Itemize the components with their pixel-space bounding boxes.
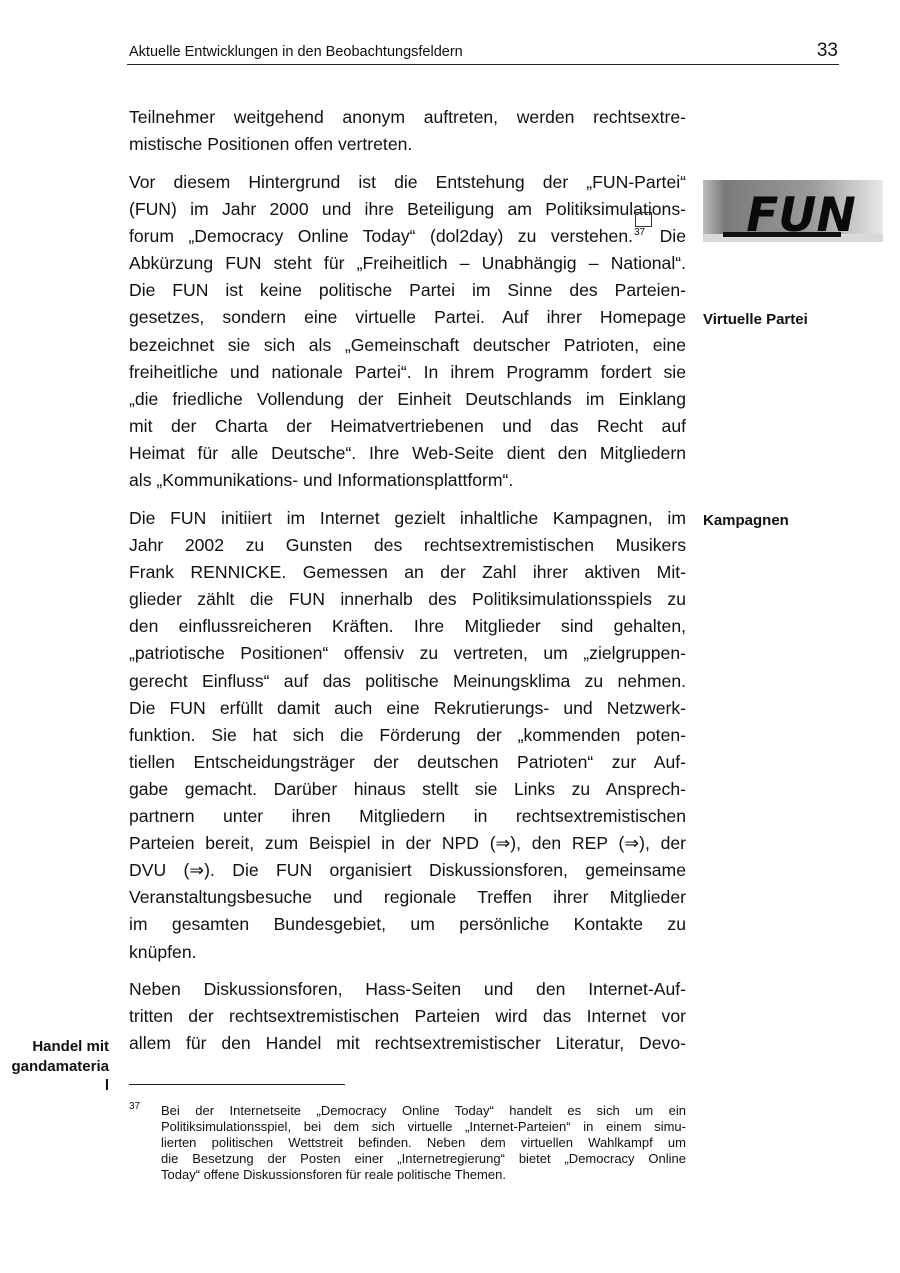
text-fragment: Die — [659, 226, 686, 247]
footnote-reference[interactable]: 37 — [634, 227, 646, 239]
text-line: Die FUN erfüllt damit auch eine Rekrutierungs- und Netzwerk- — [129, 697, 686, 718]
text-line: als „Kommunikations- und Informationsplattform“. — [129, 470, 514, 491]
text-line-with-footnote — [129, 223, 686, 250]
text-line: im gesamten Bundesgebiet, um persönliche Kontakte zu — [129, 914, 686, 935]
text-fragment: forum „Democracy Online Today“ (dol2day) zu verstehen. — [129, 226, 633, 247]
margin-label-line: l — [104, 1077, 109, 1094]
text-line: Heimat für alle Deutsche“. Ihre Web-Seite dient den Mitgliedern — [129, 442, 686, 463]
margin-label-kampagnen: Kampagnen — [703, 512, 789, 529]
text-line: gerecht Einfluss“ auf das politische Meinungsklima zu nehmen. — [129, 670, 686, 691]
footnote-text — [161, 1103, 686, 1183]
footnote-line: lierten politischen Wettstreit befinden. Neben dem virtuellen Wahlkampf um — [161, 1135, 686, 1150]
fun-party-logo — [703, 180, 883, 242]
footnote-number: 37 — [129, 1101, 141, 1112]
header-rule — [127, 64, 839, 65]
footnote-line: Today“ offene Diskussionsforen für reale politische Themen. — [161, 1167, 506, 1182]
footnote-separator — [129, 1084, 345, 1085]
margin-label-line: Handel mit — [32, 1038, 109, 1055]
text-line: Parteien bereit, zum Beispiel in der NPD (⇒), den REP (⇒), der — [129, 833, 686, 854]
margin-label-virtuelle-partei: Virtuelle Partei — [703, 311, 808, 328]
text-line: gesetzes, sondern eine virtuelle Partei. Auf ihrer Homepage — [129, 307, 686, 328]
text-line: freiheitliche und nationale Partei“. In ihrem Programm fordert sie — [129, 361, 686, 382]
text-line: (FUN) im Jahr 2000 und ihre Beteiligung am Politiksimulations- — [129, 199, 686, 220]
text-line: Frank RENNICKE. Gemessen an der Zahl ihrer aktiven Mit- — [129, 562, 686, 583]
text-line: glieder zählt die FUN innerhalb des Politiksimulationsspiels zu — [129, 589, 686, 610]
text-line: „patriotische Positionen“ offensiv zu vertreten, um „zielgruppen- — [129, 643, 686, 664]
footnote-line: Bei der Internetseite „Democracy Online Today“ handelt es sich um ein — [161, 1103, 686, 1118]
text-line: Die FUN ist keine politische Partei im Sinne des Parteien- — [129, 280, 686, 301]
fun-logo-text: FUN — [746, 188, 856, 242]
margin-label-handel — [11, 1037, 109, 1096]
paragraph-2 — [129, 169, 686, 494]
text-line: allem für den Handel mit rechtsextremistischer Literatur, Devo- — [129, 1033, 686, 1054]
text-line: partnern unter ihren Mitgliedern in rechtsextremistischen — [129, 806, 686, 827]
text-line: Teilnehmer weitgehend anonym auftreten, werden rechtsextre- — [129, 107, 686, 127]
paragraph-4 — [129, 976, 686, 1057]
margin-label-line: gandamateria — [11, 1057, 109, 1075]
text-line: bezeichnet sie sich als „Gemeinschaft deutscher Patrioten, eine — [129, 334, 686, 355]
footnote-line: die Besetzung der Posten einer „Internetregierung“ bietet „Democracy Online — [161, 1151, 686, 1166]
text-line: funktion. Sie hat sich die Förderung der „kommenden poten- — [129, 724, 686, 745]
paragraph-3 — [129, 505, 686, 966]
text-line: tritten der rechtsextremistischen Parteien wird das Internet vor — [129, 1006, 686, 1027]
text-line: Abkürzung FUN steht für „Freiheitlich – Unabhängig – National“. — [129, 253, 686, 274]
text-line: mit der Charta der Heimatvertriebenen und das Recht auf — [129, 415, 686, 436]
paragraph-1 — [129, 104, 686, 158]
text-line: knüpfen. — [129, 941, 197, 962]
text-line: Veranstaltungsbesuche und regionale Treffen ihrer Mitglieder — [129, 887, 686, 908]
text-line: den einflussreicheren Kräften. Ihre Mitglieder sind gehalten, — [129, 616, 686, 637]
text-line: Vor diesem Hintergrund ist die Entstehung der „FUN-Partei“ — [129, 172, 686, 192]
text-line: mistische Positionen offen vertreten. — [129, 134, 413, 155]
page-number: 33 — [816, 40, 838, 61]
text-line: Jahr 2002 zu Gunsten des rechtsextremistischen Musikers — [129, 535, 686, 556]
text-line: gabe gemacht. Darüber hinaus stellt sie Links zu Ansprech- — [129, 778, 686, 799]
text-line: „die friedliche Vollendung der Einheit Deutschlands im Einklang — [129, 388, 686, 409]
text-line: Die FUN initiiert im Internet gezielt inhaltliche Kampagnen, im — [129, 508, 686, 528]
footnote-link-box[interactable] — [635, 212, 652, 227]
running-header: Aktuelle Entwicklungen in den Beobachtungsfeldern — [129, 44, 463, 60]
text-line: DVU (⇒). Die FUN organisiert Diskussionsforen, gemeinsame — [129, 860, 686, 881]
footnote-line: Politiksimulationsspiel, bei dem sich virtuelle „Internet-Parteien“ in einem simu- — [161, 1119, 686, 1134]
text-line: Neben Diskussionsforen, Hass-Seiten und den Internet-Auf- — [129, 979, 686, 999]
text-line: tiellen Entscheidungsträger der deutschen Patrioten“ zur Auf- — [129, 751, 686, 772]
